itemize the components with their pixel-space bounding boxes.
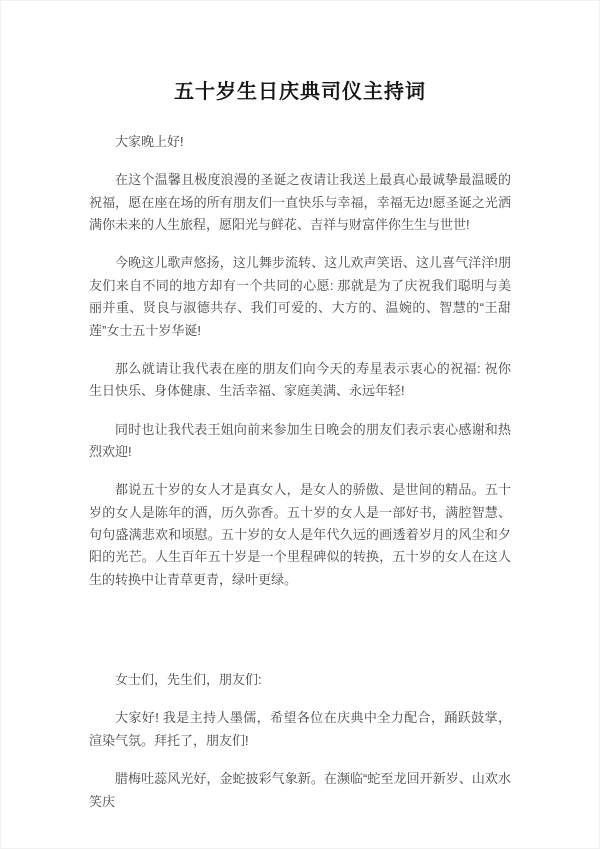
paragraph-blessing: 在这个温馨且极度浪漫的圣诞之夜请让我送上最真心最诚挚最温暖的祝福，愿在座在场的所有朋友们一直快乐与幸福，幸福无边!愿圣诞之光洒满你未来的人生旅程，愿阳光与鲜花、吉祥与财富伴你生生与世世! [89, 172, 511, 233]
paragraph-welcome: 同时也让我代表王姐向前来参加生日晚会的朋友们表示衷心感谢和热烈欢迎! [89, 421, 511, 459]
paragraph-birthday-wishes: 那么就请让我代表在座的朋友们向今天的寿星表示衷心的祝福: 祝你生日快乐、身体健康、生活幸福、家庭美满、永远年轻! [89, 360, 511, 399]
paragraph-address: 女士们，先生们，朋友们: [115, 672, 262, 688]
paragraph-celebration: 今晚这儿歌声悠扬，这儿舞步流转、这儿欢声笑语、这儿喜气洋洋!朋友们来自不同的地方却有一个共同的心愿: 那就是为了庆祝我们聪明与美丽并重、贤良与淑德共存、我们可爱的、大方的、温婉的、智慧的“王甜莲”女士五十岁华诞! [89, 255, 511, 338]
paragraph-greeting: 大家晚上好! [115, 134, 184, 149]
document-body [89, 131, 511, 813]
paragraph-host-intro: 大家好! 我是主持人墨儒，希望各位在庆典中全力配合，踊跃鼓掌，渲染气氛。拜托了，朋友们! [89, 710, 511, 748]
paragraph-new-year: 腊梅吐蕊风光好，金蛇披彩气象新。在濒临“蛇至龙回开新岁、山欢水笑庆 [89, 771, 511, 809]
paragraph-fifty-woman: 都说五十岁的女人才是真女人，是女人的骄傲、是世间的精品。五十岁的女人是陈年的酒，历久弥香。五十岁的女人是一部好书，满腔智慧、句句盛满悲欢和顷慰。五十岁的女人是年代久远的画透着岁月的风尘和夕阳的光芒。人生百年五十岁是一个里程碑似的转换，五十岁的女人在这人生的转换中让青草更青，绿叶更绿。 [89, 482, 511, 587]
document-title: 五十岁生日庆典司仪主持词 [174, 81, 426, 103]
